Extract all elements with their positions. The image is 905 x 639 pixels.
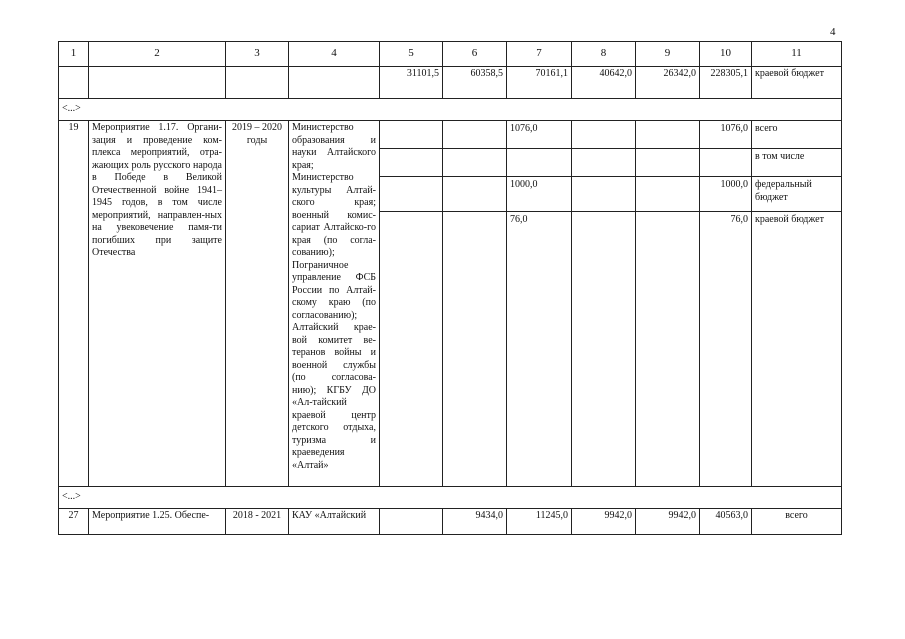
header-cell: 5 [380,42,443,67]
sub-c10-incl [700,149,751,177]
header-cell: 8 [572,42,636,67]
cell-c10: 228305,1 [700,67,752,99]
sub-c10-regional: 76,0 [730,214,748,225]
cell-c8: 9942,0 [572,509,636,535]
period: 2018 - 2021 [226,509,289,535]
cell-c7: 11245,0 [507,509,572,535]
executors: Министерство образования и науки Алтайского края; Министерство культуры Алтай-ского края; военный комис-сариат Алтайско-го края (по согла-сованию); Пограничное управление ФСБ России по Алтай-скому краю (по согласованию); Алтайский крае-вой комитет ве-теранов войны и военной службы (по согласова-нию); КГБУ ДО «Ал-тайский краевой центр детского отдыха, туризма и краеведения «Алтай» [289,121,380,487]
cell-c11: всего [752,509,842,535]
sub-c10-total: 1076,0 [700,121,751,149]
cell-c9: 9942,0 [636,509,700,535]
sub-c11-regional: краевой бюджет [755,214,824,225]
program-table [58,41,842,535]
header-cell: 9 [636,42,700,67]
cell-c7: 70161,1 [507,67,572,99]
sub-c7-total: 1076,0 [507,121,571,149]
sub-c7-regional: 76,0 [510,214,528,225]
cell-c6: 60358,5 [443,67,507,99]
cell-c10: 40563,0 [700,509,752,535]
cell-c9: 26342,0 [636,67,700,99]
measure-title: Мероприятие 1.25. Обеспе- [89,509,226,535]
ellipsis-text: <...> [59,99,842,121]
cell-c5 [380,509,443,535]
ellipsis-row [59,487,842,509]
header-cell: 3 [226,42,289,67]
header-cell: 6 [443,42,507,67]
cell-c8: 40642,0 [572,67,636,99]
sub-c11-total: всего [752,121,841,149]
table-row-19 [59,121,842,487]
sub-c11-federal: федеральный бюджет [752,177,841,212]
executor: КАУ «Алтайский [289,509,380,535]
header-cell: 4 [289,42,380,67]
ellipsis-row [59,99,842,121]
row-number: 27 [59,509,89,535]
ellipsis-text: <...> [59,487,842,509]
row-number: 19 [59,121,89,487]
period: 2019 – 2020 годы [226,121,289,487]
cell-c6: 9434,0 [443,509,507,535]
header-cell: 11 [752,42,842,67]
table-row-27 [59,509,842,535]
sub-c7-federal: 1000,0 [507,177,571,212]
page-number: 4 [830,26,836,38]
measure-title: Мероприятие 1.17. Органи-зация и проведение ком-плекса мероприятий, отра-жающих роль русского народа в Победе в Великой Отечественной войне 1941–1945 годов, в том числе мероприятий, направлен-ных на увековечение памя-ти погибших при защите Отечества [89,121,226,487]
sub-c11-incl: в том числе [752,149,841,177]
header-cell: 10 [700,42,752,67]
sub-c10-federal: 1000,0 [700,177,751,212]
header-row [59,42,842,67]
header-cell: 2 [89,42,226,67]
header-cell: 7 [507,42,572,67]
sub-c7-incl [507,149,571,177]
table-row [59,67,842,99]
cell-c5: 31101,5 [380,67,443,99]
cell-c11: краевой бюджет [752,67,842,99]
header-cell: 1 [59,42,89,67]
